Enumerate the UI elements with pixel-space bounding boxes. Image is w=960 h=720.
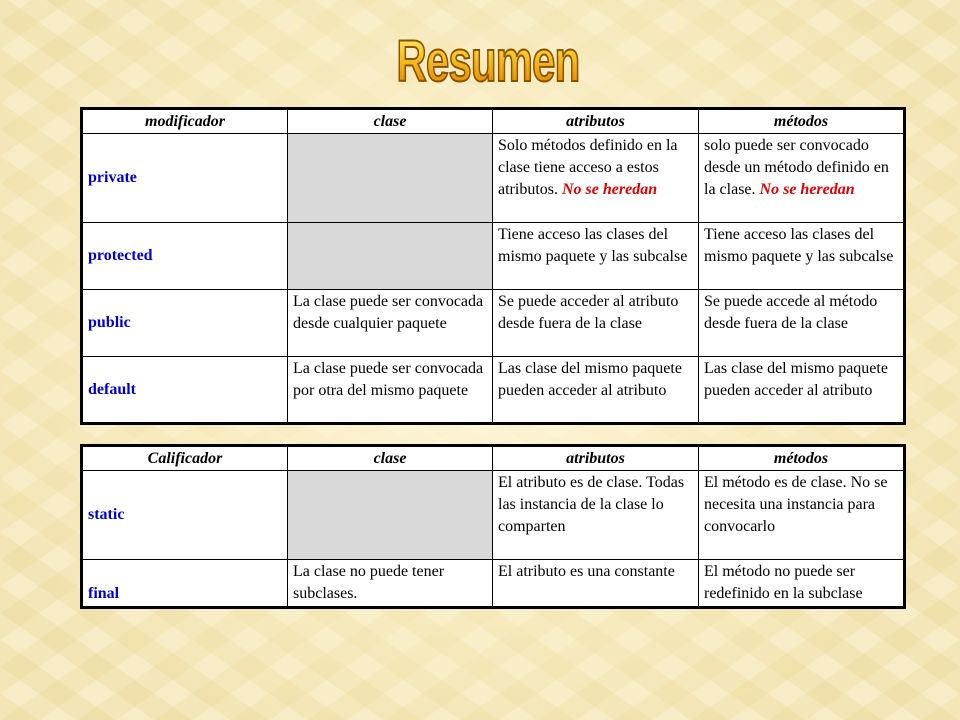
cell-metodos: Las clase del mismo paquete pueden acceder al atributo (699, 357, 905, 424)
cell-atributos: El atributo es una constante (493, 560, 699, 608)
cell-text: Solo métodos definido en la clase tiene acceso a estos atributos. (498, 137, 678, 198)
qualifiers-table (80, 444, 906, 609)
cell-atributos: Las clase del mismo paquete pueden acceder al atributo (493, 357, 699, 424)
table-row (82, 357, 905, 424)
table-row (82, 290, 905, 357)
empty-cell (288, 134, 493, 223)
table-row (82, 134, 905, 223)
empty-cell (288, 471, 493, 560)
cell-metodos: El método no puede ser redefinido en la subclase (699, 560, 905, 608)
cell-clase: La clase puede ser convocada desde cualquier paquete (288, 290, 493, 357)
empty-cell (288, 223, 493, 290)
no-heredan-note: No se heredan (759, 181, 855, 198)
header-clase: clase (288, 109, 493, 134)
table-row (82, 223, 905, 290)
cell-atributos: El atributo es de clase. Todas las instancia de la clase lo comparten (493, 471, 699, 560)
cell-atributos: Se puede acceder al atributo desde fuera de la clase (493, 290, 699, 357)
header-atributos: atributos (493, 109, 699, 134)
no-heredan-note: No se heredan (562, 181, 658, 198)
modifier-public: public (82, 290, 288, 357)
cell-metodos: Se puede accede al método desde fuera de la clase (699, 290, 905, 357)
modifier-protected: protected (82, 223, 288, 290)
header-calificador: Calificador (82, 446, 288, 471)
modifiers-table (80, 107, 906, 425)
header-metodos: métodos (699, 109, 905, 134)
header-metodos: métodos (699, 446, 905, 471)
modifier-private: private (82, 134, 288, 223)
cell-metodos: El método es de clase. No se necesita una instancia para convocarlo (699, 471, 905, 560)
table-row (82, 560, 905, 608)
modifier-default: default (82, 357, 288, 424)
cell-clase: La clase puede ser convocada por otra del mismo paquete (288, 357, 493, 424)
cell-clase: La clase no puede tener subclases. (288, 560, 493, 608)
header-atributos: atributos (493, 446, 699, 471)
qualifier-final: final (82, 560, 288, 608)
header-modificador: modificador (82, 109, 288, 134)
cell-text: solo puede ser convocado desde un método definido en la clase. (704, 137, 889, 198)
qualifier-static: static (82, 471, 288, 560)
table-header-row (82, 446, 905, 471)
table-header-row (82, 109, 905, 134)
slide-title: Resumen (142, 28, 833, 95)
cell-metodos (699, 134, 905, 223)
cell-atributos (493, 134, 699, 223)
table-row (82, 471, 905, 560)
cell-metodos: Tiene acceso las clases del mismo paquete y las subcalse (699, 223, 905, 290)
cell-atributos: Tiene acceso las clases del mismo paquete y las subcalse (493, 223, 699, 290)
header-clase: clase (288, 446, 493, 471)
